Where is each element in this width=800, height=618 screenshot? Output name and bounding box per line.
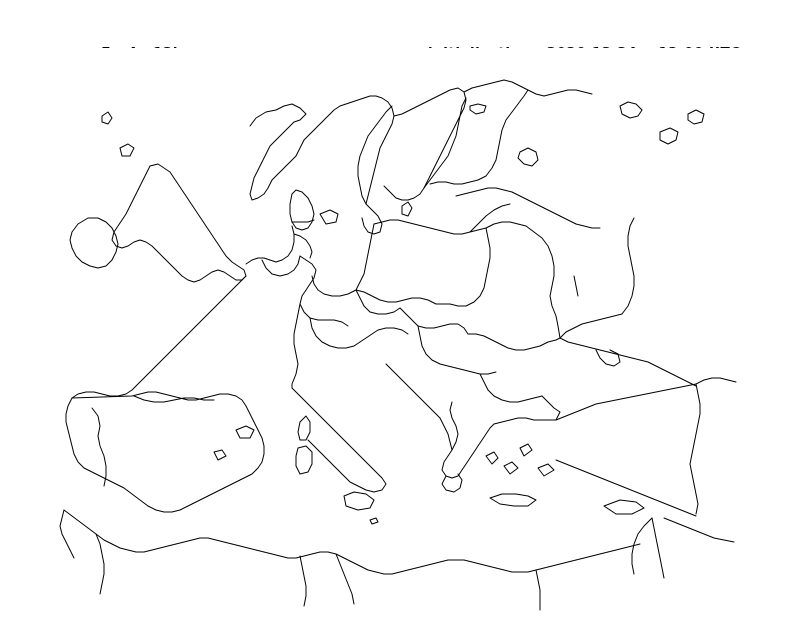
anatolia-north-coastline xyxy=(556,384,696,420)
aegean-island-2 xyxy=(504,462,518,474)
lake-ladoga xyxy=(518,148,538,166)
estonia-coastline xyxy=(430,180,478,184)
france-switzerland-border xyxy=(300,304,348,326)
sweden-south-coastline xyxy=(362,204,382,234)
ukraine-russia-border xyxy=(560,314,622,338)
poland-czechia-border xyxy=(356,290,436,304)
belgium-germany-border xyxy=(300,256,316,304)
crete-coastline xyxy=(490,494,536,506)
sicily-coastline xyxy=(344,492,374,510)
low-countries-coastline xyxy=(246,226,294,264)
greece-coastline xyxy=(442,424,494,478)
libya-egypt-border xyxy=(536,570,540,610)
serbia-bulgaria-border xyxy=(480,374,542,402)
switzerland-italy-border xyxy=(310,318,360,348)
arctic-island-small xyxy=(660,128,678,144)
orkney-islands xyxy=(120,144,134,156)
hungary-border xyxy=(400,308,468,334)
aegean-island-3 xyxy=(520,444,532,456)
austria-italy-border xyxy=(360,328,408,342)
shetland-islands xyxy=(102,112,112,124)
northern-russia-coastline xyxy=(464,80,592,96)
poland-east-border xyxy=(436,228,490,306)
aegean-island-4 xyxy=(538,464,554,476)
aegean-islands xyxy=(486,452,498,464)
lithuania-latvia-border xyxy=(470,204,510,232)
cyprus-coastline xyxy=(604,500,644,514)
latvia-estonia-border xyxy=(456,188,512,196)
russia-north-inner xyxy=(512,192,600,228)
marmara-coastline xyxy=(542,396,560,420)
russia-east-edge xyxy=(622,218,634,314)
black-sea-north-coastline xyxy=(560,338,696,386)
great-britain-coastline xyxy=(112,164,246,282)
morocco-algeria-border xyxy=(96,534,104,594)
france-italy-border xyxy=(292,304,300,388)
border-group xyxy=(92,90,736,610)
levant-inner-border xyxy=(632,518,652,574)
gotland-island xyxy=(402,202,412,216)
bulgaria-greece-border xyxy=(494,418,556,424)
belarus-russia-border xyxy=(526,226,560,338)
balkans-inner-border xyxy=(418,326,496,374)
north-africa-coastline xyxy=(64,510,640,574)
far-north-island xyxy=(470,104,486,114)
germany-poland-border xyxy=(356,224,374,290)
valid-time-label: valid(+02h): 2020.DEC.24 14:00 UTC xyxy=(428,102,734,118)
chart-header xyxy=(0,0,800,118)
model-name-label: nmmE_v4-a12km xyxy=(62,45,197,61)
arctic-islands xyxy=(620,102,642,118)
syria-iraq-border xyxy=(664,518,734,542)
denmark-coastline xyxy=(290,190,314,230)
ireland-coastline xyxy=(70,218,118,268)
gulf-of-bothnia-coastline xyxy=(384,88,466,200)
field-label: 6h Acc.Snow [cm/6h] xyxy=(62,102,237,118)
levant-coastline xyxy=(652,518,664,578)
sardinia-coastline xyxy=(296,446,312,474)
germany-czechia-border xyxy=(312,276,356,296)
misc-inland-mark xyxy=(574,276,578,296)
iberia-coastline xyxy=(66,392,264,512)
map-panel xyxy=(0,48,800,618)
peloponnese-coastline xyxy=(442,474,462,492)
arctic-island-small-2 xyxy=(688,110,704,124)
france-atlantic-coastline xyxy=(72,276,246,398)
greece-albania-border xyxy=(450,402,458,450)
balearic-island-small xyxy=(214,450,226,460)
portugal-spain-border xyxy=(92,408,106,486)
corsica-coastline xyxy=(298,416,310,440)
malta-island xyxy=(370,518,378,524)
germany-denmark-border xyxy=(292,220,314,222)
adriatic-coastline xyxy=(386,364,452,450)
baltic-states-border xyxy=(486,222,526,228)
turkey-east-border xyxy=(690,384,700,514)
initialisation-label: initialisation: 2020.12.24. 12:00 UTC xyxy=(428,45,741,61)
algeria-tunisia-border xyxy=(300,556,306,606)
caucasus-border xyxy=(696,378,736,384)
anatolia-south-coastline xyxy=(556,460,696,516)
scandinavia-coastline xyxy=(250,96,394,204)
poland-baltic-coastline xyxy=(374,220,486,234)
morocco-northwest-coastline xyxy=(60,510,74,558)
balearic-islands xyxy=(236,426,254,438)
germany-netherlands-border xyxy=(294,234,312,258)
danish-islands xyxy=(320,210,338,224)
finland-russia-border xyxy=(478,90,528,180)
europe-outline-map xyxy=(0,48,800,618)
romania-border xyxy=(468,334,560,350)
